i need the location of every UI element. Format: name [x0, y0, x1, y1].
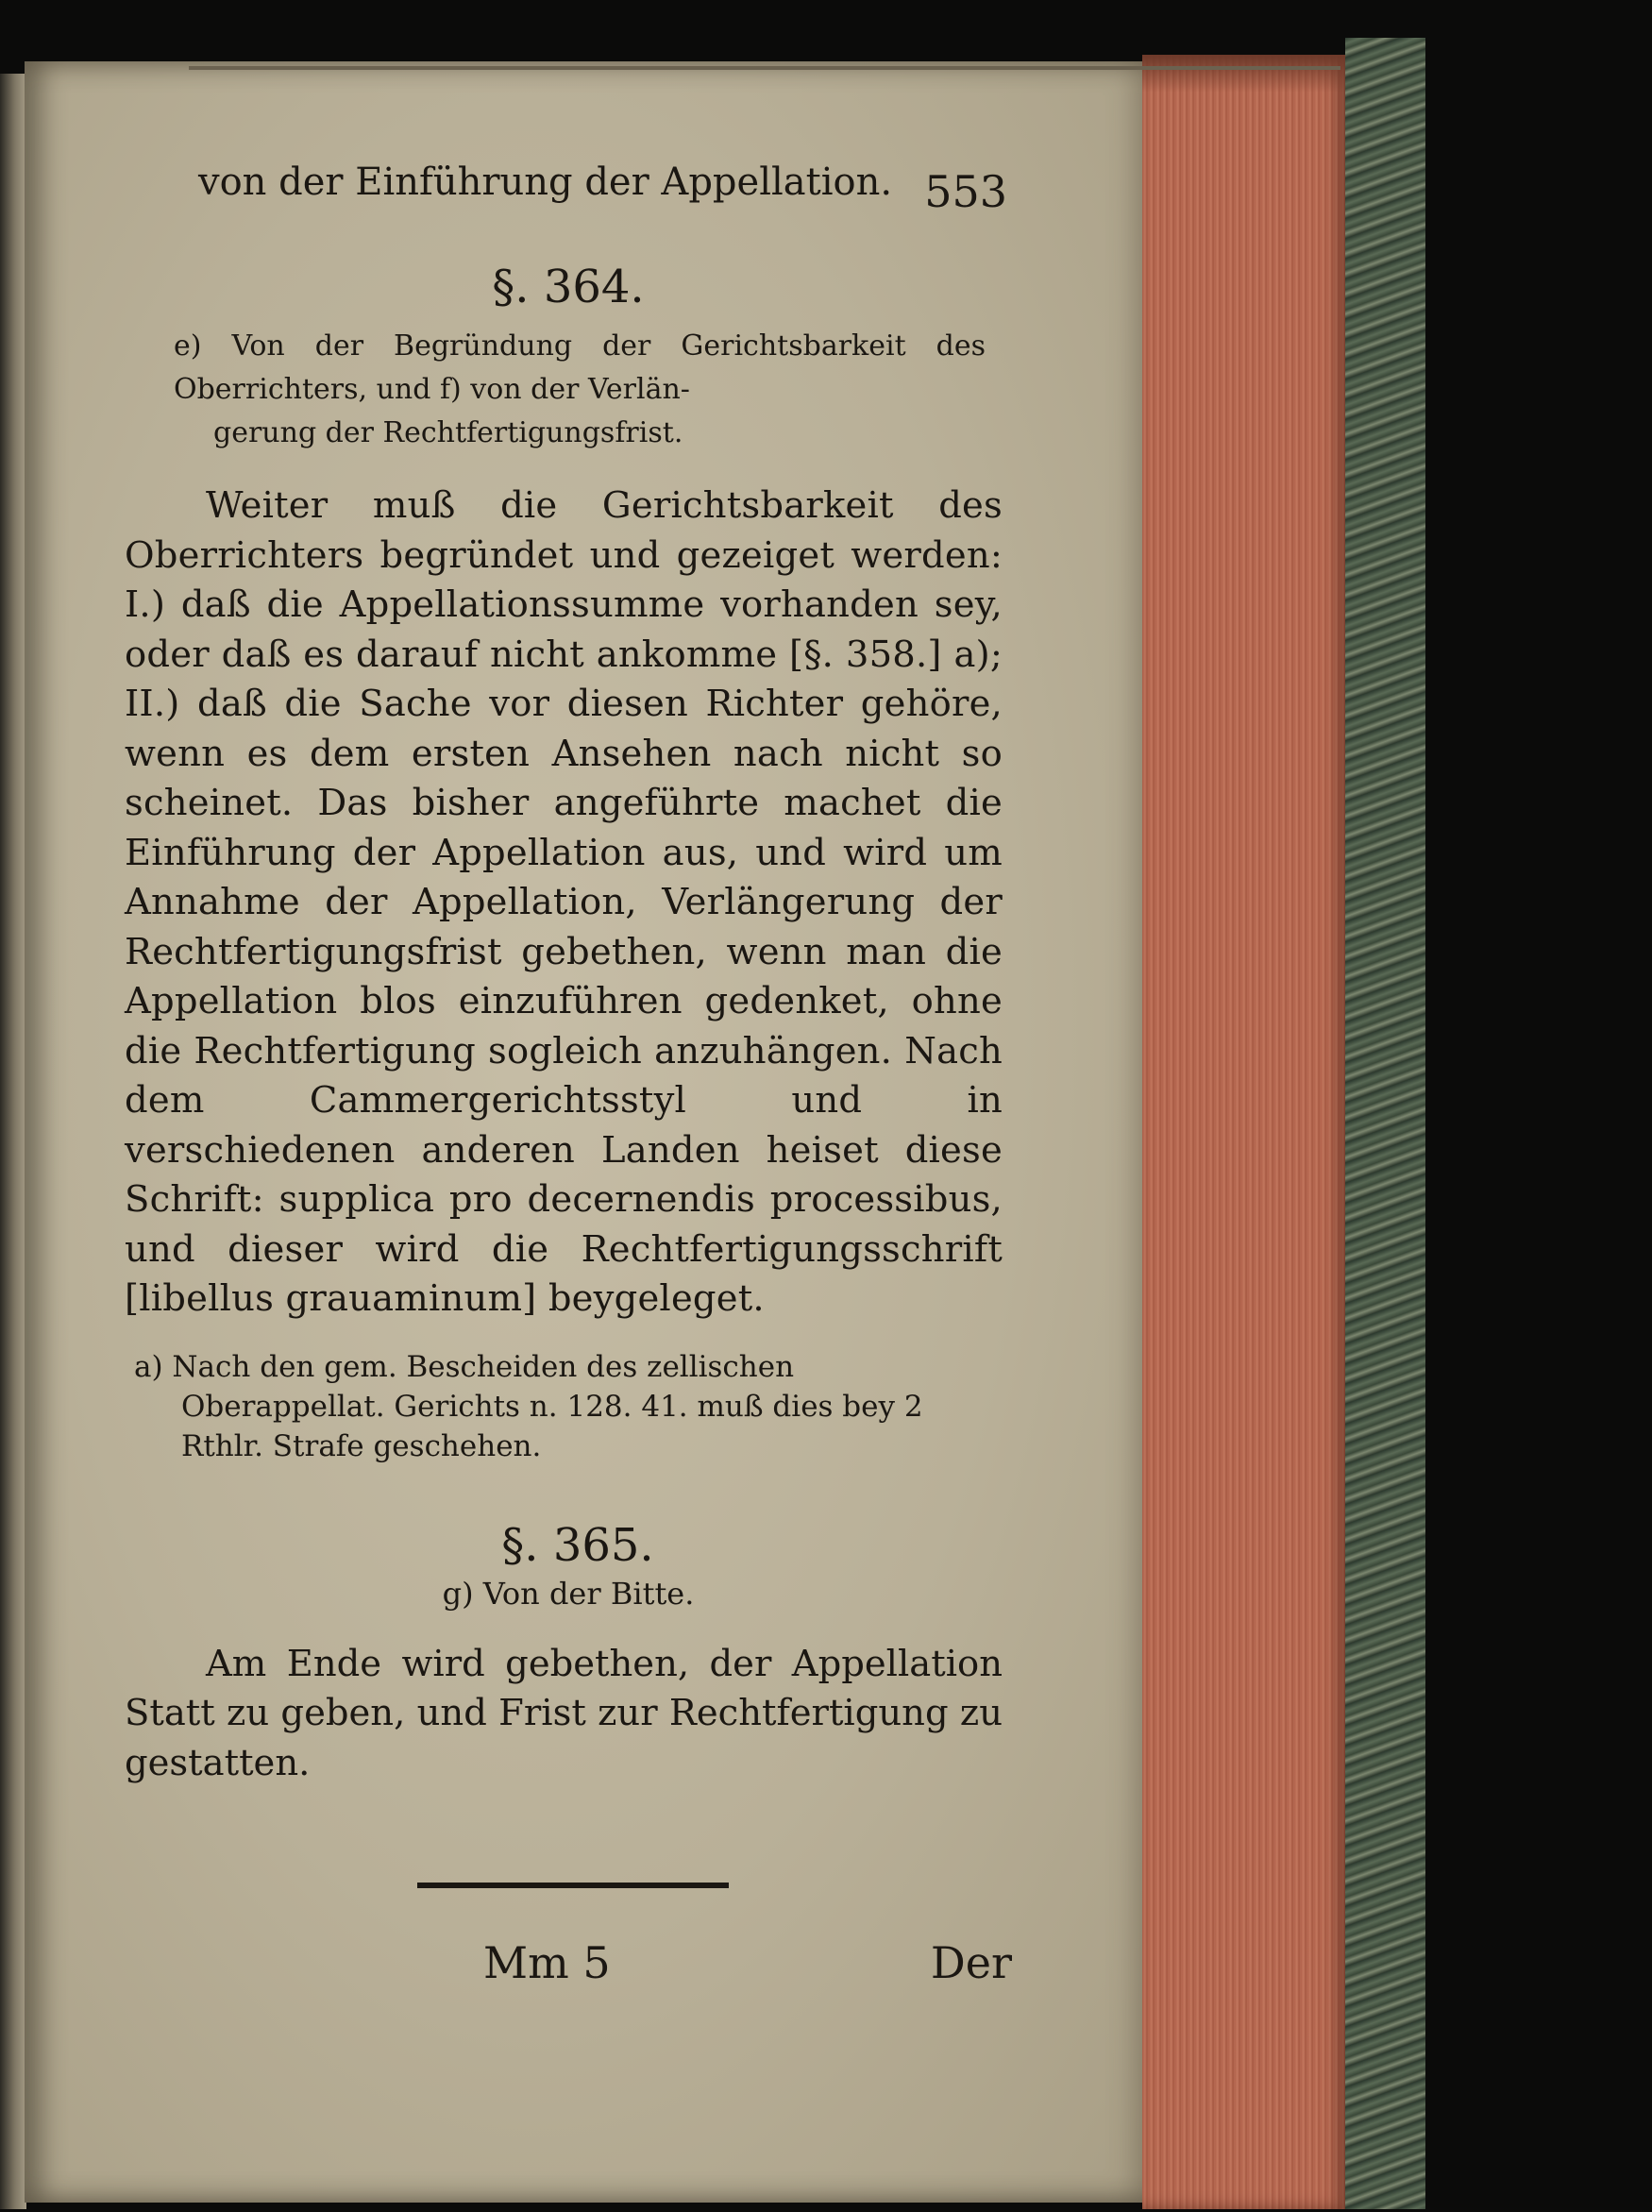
signature-mark: Mm 5 — [483, 1937, 611, 1988]
section-heading-364 — [174, 325, 986, 455]
section-heading-365: g) Von der Bitte. — [442, 1575, 695, 1612]
running-head — [125, 160, 1007, 227]
top-edge-line — [189, 66, 1340, 70]
section-heading-line-1: e) Von der Begründung der Gerichtsbarkeit des Oberrichters, und f) von der Verlän- — [174, 329, 986, 406]
section-heading-line-2: gerung der Rechtfertigungsfrist. — [213, 416, 683, 449]
footnote-a: a) Nach den gem. Bescheiden des zellischen Oberappellat. Gerichts n. 128. 41. muß dies bey 2 Rthlr. Strafe geschehen. — [134, 1349, 923, 1463]
paragraph-365: Am Ende wird gebethen, der Appellation Statt zu geben, und Frist zur Rechtfertigung zu gestatten. — [125, 1642, 1003, 1784]
section-body-364 — [125, 481, 1003, 1325]
page-footer — [125, 1937, 1012, 1994]
paragraph-364: Weiter muß die Gerichtsbarkeit des Oberrichters begründet und gezeiget werden: I.) daß die Appellationssumme vorhanden sey, oder daß es darauf nicht ankomme [§. 358.] a); II.) daß die Sache vor diesen Richter gehöre, wenn es dem ersten Ansehen nach nicht so scheinet. Das bisher angeführte machet die Einführung der Appellation aus, und wird um Annahme der Appellation, Verlängerung der Rechtfertigungsfrist gebethen, wenn man die Appellation blos einzuführen gedenket, ohne die Rechtfertigung sogleich anzuhängen. Nach dem Cammergerichtsstyl und in verschiedenen anderen Landen heiset diese Schrift: supplica pro decernendis processibus, und dieser wird die Rechtfertigungsschrift [libellus grauaminum] beygeleget. — [125, 484, 1003, 1320]
section-number-365: §. 365. — [501, 1518, 654, 1572]
page-block-shadow — [1142, 55, 1348, 93]
running-head-title: von der Einführung der Appellation. — [198, 160, 893, 204]
page-text-block — [125, 160, 1012, 1994]
catchword: Der — [930, 1937, 1012, 1988]
page-block-edges — [1142, 55, 1348, 2209]
section-number-364: §. 364. — [492, 261, 645, 313]
page-number: 553 — [924, 166, 1007, 217]
book-cover-marbled — [1345, 38, 1425, 2209]
end-rule-divider — [417, 1883, 729, 1888]
left-page-edge — [0, 74, 26, 2209]
